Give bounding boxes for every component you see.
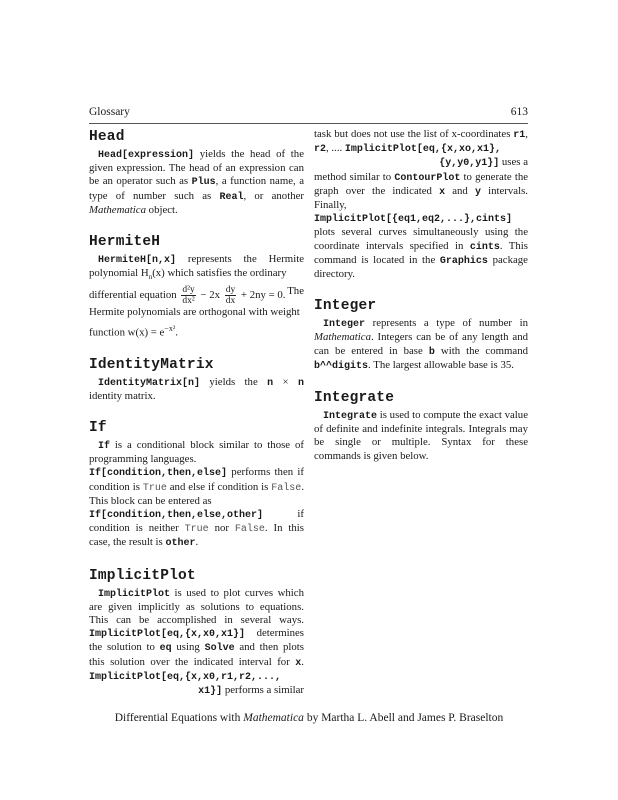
text-run: .	[301, 655, 304, 668]
entry-title: Integrate	[314, 390, 395, 407]
text-run: , a function name, a type of number such as	[89, 175, 304, 202]
entry-hermiteh	[89, 233, 304, 340]
entry-head	[89, 128, 304, 217]
text-run: .	[195, 536, 199, 549]
left-column	[89, 128, 304, 714]
code-text: n	[297, 377, 304, 389]
code-text: HermiteH[n,x]	[98, 255, 177, 267]
entry-body	[314, 409, 528, 463]
text-run: is used to compute the exact value of definite and indefinite integrals. Integrals may be single or multiple. Syntax for these commands is given below.	[314, 409, 528, 462]
text-run: yields the head of the given expression. The head of an expression can be an operator such as	[89, 148, 304, 188]
entry-body	[89, 684, 304, 698]
text-run: ×	[273, 375, 298, 388]
entry-integrate	[314, 389, 528, 463]
page-header	[89, 106, 528, 122]
text-run: ,	[525, 128, 528, 140]
text-run: is used to plot curves which are given implicitly as solutions to equations. This can be accomplished in several ways.	[89, 586, 304, 627]
text-run: , or another	[243, 189, 304, 202]
text-run: Mathematica	[243, 712, 304, 724]
code-text: Real	[219, 191, 244, 203]
entry-implicitplot-continued	[314, 128, 528, 281]
code-text: ImplicitPlot	[98, 588, 171, 600]
code-text: ImplicitPlot[eq,{x,x0,r1,r2,...,	[89, 671, 282, 683]
text-run: by Martha L. Abell and James P. Braselton	[303, 712, 504, 724]
text-run: task but does not use the list of x-coordinates	[314, 128, 514, 140]
code-text: x1}]	[198, 686, 223, 698]
text-run: to generate the graph over the indicated	[314, 170, 529, 197]
code-text: Plus	[191, 177, 216, 189]
text-run: determines the solution to	[89, 627, 304, 654]
entry-body	[314, 317, 528, 373]
text-run: . This block can be entered as	[89, 480, 305, 507]
entry-identitymatrix	[89, 356, 304, 403]
entry-implicitplot	[89, 567, 304, 699]
text-run: intervals. Finally,	[314, 184, 528, 212]
code-text: If[condition,then,else,other]	[89, 510, 264, 521]
entry-body: Hermite polynomials are orthogonal with weight	[89, 305, 300, 318]
text-run: Mathematica	[89, 203, 146, 216]
text-run: . Integers can be of any length and can be entered in base	[314, 331, 528, 357]
code-text: False	[271, 482, 302, 494]
text-run: identity matrix.	[89, 389, 156, 402]
text-run: (x) which satisfies the ordinary	[152, 267, 287, 280]
text-run: with the command	[434, 344, 528, 357]
entry-title: If	[89, 419, 107, 436]
text-run: , ....	[326, 142, 345, 155]
text-run: performs a similar	[222, 684, 304, 697]
code-text: ImplicitPlot[eq,{x,xo,x1},	[344, 144, 501, 156]
code-text: ImplicitPlot[eq,{x,x0,x1}]	[89, 629, 246, 641]
entry-title: IdentityMatrix	[89, 356, 214, 373]
text-run: if condition is neither	[89, 508, 304, 535]
text-run: object.	[145, 203, 178, 216]
code-text: b	[428, 346, 435, 358]
code-text: True	[184, 524, 209, 536]
code-text: r2	[314, 144, 327, 156]
text-run: yields the	[200, 375, 268, 388]
right-column	[314, 128, 528, 479]
entry-title: Integer	[314, 298, 377, 315]
code-text: Solve	[204, 643, 235, 655]
text-run: performs then if condition is	[89, 466, 304, 493]
code-text: x	[439, 186, 446, 198]
code-text: If	[98, 440, 111, 452]
fraction: $\frac{dy}{dx}$	[225, 284, 236, 306]
code-text: Integer	[323, 319, 366, 331]
code-text: If[condition,then,else]	[89, 468, 228, 480]
entry-title: Head	[89, 129, 125, 145]
text-run: plots several curves simultaneously using the coordinate intervals specified in	[314, 226, 528, 252]
code-text: n	[267, 377, 274, 389]
text-run: is a conditional block similar to those of programming languages.	[89, 438, 304, 466]
entry-body	[314, 171, 528, 282]
header-rule	[89, 123, 528, 124]
entry-body	[89, 253, 304, 285]
text-run: n	[148, 273, 153, 282]
text-run: and else if condition is	[166, 480, 272, 493]
text-run: represents the Hermite polynomial H	[89, 253, 304, 280]
code-text: Head[expression]	[98, 150, 195, 161]
code-text: False	[234, 524, 265, 536]
text-run: . This command is located in the	[314, 239, 528, 266]
entry-body	[89, 466, 304, 508]
hermite-equation: differential equation $\frac{\text{d²y}}{\text{dx²}}$ − 2x $\frac{dy}{dx}$ + 2ny = 0. The	[89, 284, 304, 306]
entry-body	[89, 439, 304, 466]
code-text: y	[474, 186, 481, 198]
text-run: uses a	[499, 156, 528, 169]
text-run: method similar to	[314, 170, 395, 183]
entry-body	[314, 128, 528, 156]
entry-title: HermiteH	[89, 234, 161, 251]
entry-if	[89, 419, 304, 551]
code-text: b^^digits	[314, 360, 369, 372]
text-run: Differential Equations with	[114, 712, 244, 724]
entry-body	[89, 508, 304, 551]
text-run: represents a type of number in	[365, 317, 528, 330]
code-text: x	[295, 657, 302, 669]
entry-body	[314, 156, 528, 170]
fraction: $\frac{\text{d²y}}{\text{dx²}}$	[182, 284, 195, 306]
text-run: and	[445, 184, 475, 197]
text-run: and then plots this solution over the indicated interval for	[89, 641, 305, 668]
code-text: other	[165, 538, 196, 550]
code-text: ImplicitPlot[{eq1,eq2,...},cints]	[314, 214, 513, 226]
code-text: {y,y0,y1}]	[439, 158, 500, 170]
page-number: 613	[510, 106, 528, 118]
code-text: Graphics	[439, 255, 488, 267]
running-head: Glossary	[89, 106, 130, 118]
weight-function: function $w(x) = e^{-x^2}$.	[89, 323, 178, 339]
entry-body	[89, 376, 304, 403]
code-text: True	[142, 482, 167, 494]
code-text: cints	[469, 241, 500, 253]
page-footer	[0, 712, 618, 724]
entry-body	[89, 148, 304, 217]
text-run: . The largest allowable base is 35.	[368, 358, 514, 371]
code-text: eq	[159, 643, 172, 655]
code-text: Integrate	[323, 411, 378, 423]
text-run: package directory.	[314, 253, 528, 281]
entry-title: ImplicitPlot	[89, 567, 196, 584]
code-text: IdentityMatrix[n]	[98, 377, 201, 389]
text-run: . In this case, the result is	[89, 522, 304, 549]
entry-integer	[314, 297, 528, 373]
code-text: r1	[513, 130, 526, 141]
entry-body	[89, 587, 304, 684]
code-text: ContourPlot	[394, 172, 461, 184]
text-run: Mathematica	[314, 331, 371, 344]
text-run: nor	[208, 522, 235, 535]
text-run: using	[171, 641, 205, 654]
